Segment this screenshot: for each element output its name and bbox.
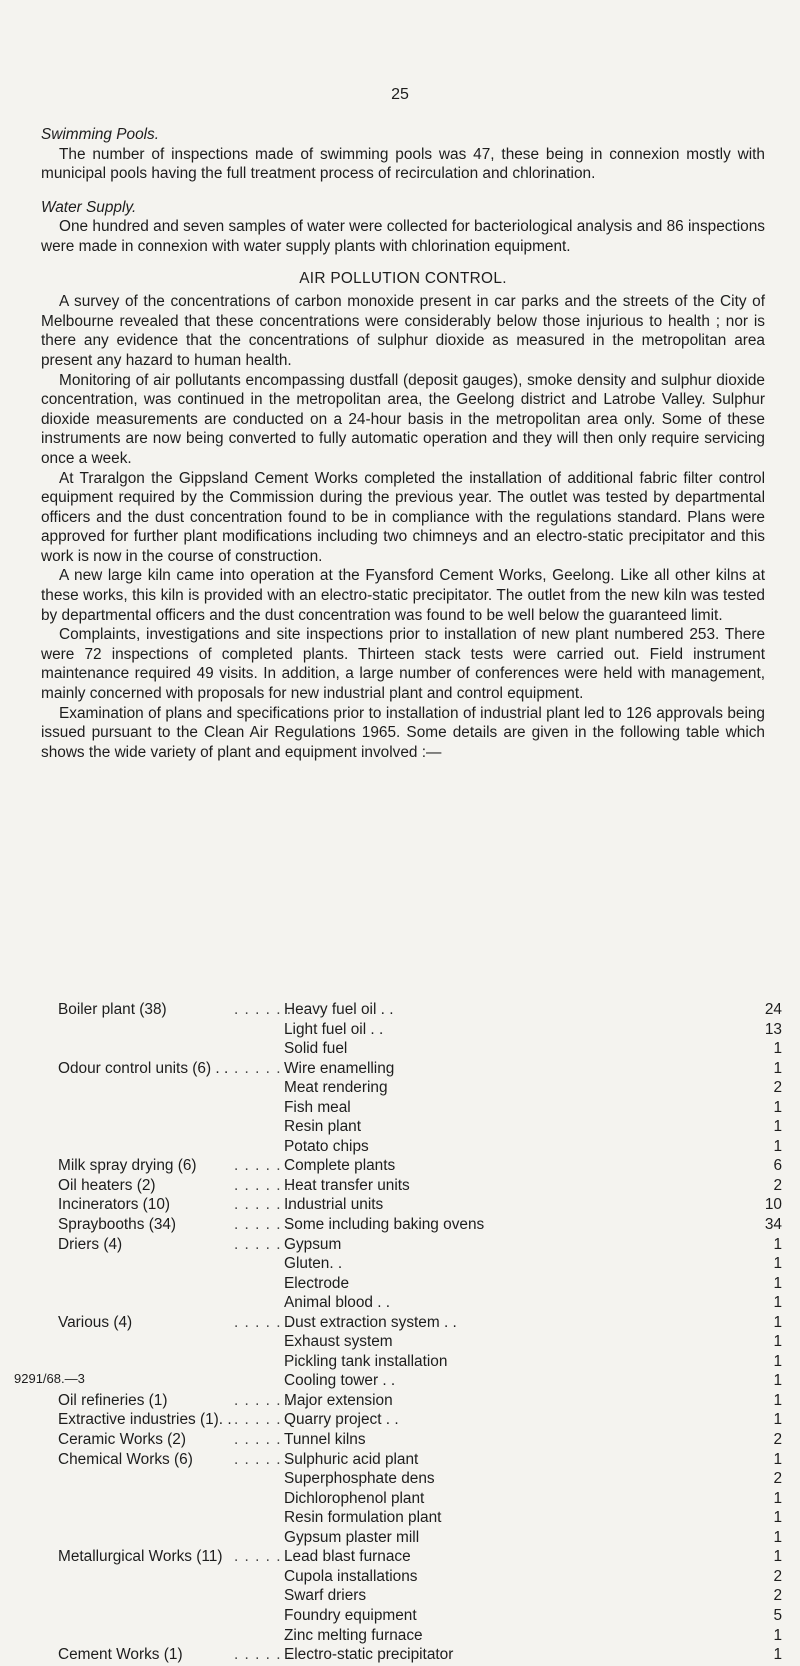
leader-dots: . . . . . . [234, 1196, 293, 1214]
table-row [58, 1060, 782, 1080]
approval-count: 1 [773, 1137, 782, 1155]
approval-count: 34 [764, 1216, 782, 1234]
table-row [58, 1587, 782, 1607]
table-row [58, 1001, 782, 1021]
air-paragraph: At Traralgon the Gippsland Cement Works completed the installation of additional fabric filter control equipment required by the Commission during the previous year. The outlet was tested by departmental officers and the dust concentration found to be in compliance with the regulations standard. Plans were approved for further plant modifications including two chimneys and an electro-static precipitator and this work is now in the course of construction. [41, 469, 765, 565]
plant-item: Gypsum plaster mill [284, 1528, 420, 1546]
water-supply-paragraph: One hundred and seven samples of water were collected for bacteriological analysis and 86 inspections were made in connexion with water supply plants with chlorination equipment. [41, 218, 765, 255]
table-row [58, 1568, 782, 1588]
leader-dots: . . . . . . [234, 1001, 293, 1018]
plant-item: Pickling tank installation [284, 1352, 448, 1370]
table-row [58, 1099, 782, 1119]
air-paragraph: Examination of plans and specifications prior to installation of industrial plant led to 126 approvals being issued pursuant to the Clean Air Regulations 1965. Some details are given in the following table which shows the wide variety of plant and equipment involved :— [41, 704, 765, 761]
approval-count: 1 [773, 1646, 782, 1664]
leader-dots: . . . . . . [234, 1059, 293, 1077]
air-paragraph: A new large kiln came into operation at the Fyansford Cement Works, Geelong. Like all other kilns at these works, this kiln is provided with an electro-static precipitator. The outlet from the new kiln was tested by departmental officers and the dust concentration was found to be well below the guaranteed limit. [41, 567, 765, 624]
plant-item: Some including baking ovens [284, 1216, 485, 1234]
plant-item: Gluten. . [284, 1255, 343, 1273]
body-text [41, 125, 765, 762]
plant-category: Odour control units (6) . . [58, 1059, 229, 1077]
approval-count: 1 [773, 1294, 782, 1312]
approval-count: 1 [773, 1528, 782, 1546]
air-paragraph: A survey of the concentrations of carbon monoxide present in car parks and the streets of the City of Melbourne revealed that these concentrations were considerably below those injurious to health ; nor is there any evidence that the concentrations of sulphur dioxide as measured in the metropolitan area present any hazard to human health. [41, 293, 765, 369]
approval-count: 1 [773, 1040, 782, 1058]
air-pollution-heading: AIR POLLUTION CONTROL. [299, 269, 507, 287]
plant-item: Meat rendering [284, 1079, 388, 1097]
table-row [58, 1627, 782, 1647]
plant-category: Driers (4) [58, 1235, 123, 1253]
plant-item: Solid fuel [284, 1040, 348, 1058]
plant-item: Exhaust system [284, 1333, 393, 1351]
table-row [58, 1157, 782, 1177]
leader-dots: . . . . . . [234, 1431, 293, 1449]
approval-count: 10 [764, 1196, 782, 1214]
plant-item: Major extension [284, 1391, 393, 1409]
leader-dots: . . . . . . [234, 1216, 293, 1234]
plant-item: Sulphuric acid plant [284, 1450, 419, 1468]
approval-count: 1 [773, 1352, 782, 1370]
plant-category: Oil refineries (1) [58, 1391, 168, 1409]
leader-dots: . . . . . . [234, 1548, 293, 1566]
plant-category: Incinerators (10) [58, 1196, 171, 1214]
plant-item: Quarry project . . [284, 1411, 399, 1429]
table-row [58, 1490, 782, 1510]
approval-count: 13 [764, 1020, 782, 1038]
table-row [58, 1333, 782, 1353]
table-row [58, 1607, 782, 1627]
table-row [58, 1470, 782, 1490]
plant-item: Potato chips [284, 1137, 369, 1155]
approval-count: 2 [773, 1587, 782, 1605]
table-row [58, 1196, 782, 1216]
table-row [58, 1509, 782, 1529]
table-row [58, 1040, 782, 1060]
plant-category: Boiler plant (38) [58, 1001, 167, 1018]
plant-item: Animal blood . . [284, 1294, 391, 1312]
footer-reference: 9291/68.—3 [14, 1371, 85, 1386]
leader-dots: . . . . . . [234, 1157, 293, 1175]
plant-item: Gypsum [284, 1235, 342, 1253]
plant-item: Superphosphate dens [284, 1470, 435, 1488]
plant-item: Electrode [284, 1274, 350, 1292]
approval-count: 1 [773, 1489, 782, 1507]
plant-category: Ceramic Works (2) [58, 1431, 186, 1449]
approval-count: 6 [773, 1157, 782, 1175]
plant-item: Dust extraction system . . [284, 1313, 457, 1331]
plant-item: Complete plants [284, 1157, 396, 1175]
air-paragraph: Monitoring of air pollutants encompassing dustfall (deposit gauges), smoke density and sulphur dioxide concentration, was continued in the metropolitan area, the Geelong district and Latrobe Valley. Sulphur dioxide measurements are conducted on a 24-hour basis in the metropolitan area only. Some of these instruments are now being converted to fully automatic operation and they will then only require servicing once a week. [41, 371, 765, 467]
plant-approvals-table [58, 1001, 782, 1666]
leader-dots: . . . . . . [234, 1235, 293, 1253]
table-row [58, 1353, 782, 1373]
table-row [58, 1177, 782, 1197]
plant-item: Cooling tower . . [284, 1372, 396, 1390]
table-row [58, 1216, 782, 1236]
leader-dots: . . . . . . [234, 1646, 293, 1664]
plant-item: Lead blast furnace [284, 1548, 411, 1566]
table-row [58, 1294, 782, 1314]
approval-count: 1 [773, 1372, 782, 1390]
plant-item: Dichlorophenol plant [284, 1489, 425, 1507]
approval-count: 1 [773, 1313, 782, 1331]
plant-item: Resin formulation plant [284, 1509, 442, 1527]
plant-item: Light fuel oil . . [284, 1020, 384, 1038]
approval-count: 2 [773, 1431, 782, 1449]
approval-count: 1 [773, 1255, 782, 1273]
approval-count: 1 [773, 1391, 782, 1409]
plant-category: Milk spray drying (6) [58, 1157, 197, 1175]
plant-category: Cement Works (1) [58, 1646, 183, 1664]
plant-item: Industrial units [284, 1196, 384, 1214]
table-row [58, 1529, 782, 1549]
table-row [58, 1118, 782, 1138]
plant-category: Chemical Works (6) [58, 1450, 193, 1468]
plant-category: Metallurgical Works (11) [58, 1548, 223, 1566]
table-row [58, 1079, 782, 1099]
plant-item: Tunnel kilns [284, 1431, 366, 1449]
table-row [58, 1646, 782, 1666]
table-row [58, 1275, 782, 1295]
plant-item: Zinc melting furnace [284, 1626, 423, 1644]
table-row [58, 1392, 782, 1412]
table-row [58, 1138, 782, 1158]
table-row [58, 1236, 782, 1256]
leader-dots: . . . . . . [234, 1313, 293, 1331]
water-supply-heading: Water Supply. [41, 198, 137, 216]
leader-dots: . . . . . . [234, 1411, 293, 1429]
table-row [58, 1314, 782, 1334]
table-row [58, 1411, 782, 1431]
swimming-pools-paragraph: The number of inspections made of swimming pools was 47, these being in connexion mostly with municipal pools having the full treatment process of recirculation and chlorination. [41, 145, 765, 183]
swimming-pools-heading: Swimming Pools. [41, 126, 160, 143]
plant-item: Electro-static precipitator [284, 1646, 454, 1664]
approval-count: 1 [773, 1098, 782, 1116]
approval-count: 1 [773, 1333, 782, 1351]
approval-count: 2 [773, 1176, 782, 1194]
plant-item: Wire enamelling [284, 1059, 395, 1077]
leader-dots: . . . . . . [234, 1391, 293, 1409]
plant-item: Foundry equipment [284, 1606, 417, 1624]
table-row [58, 1431, 782, 1451]
table-row [58, 1372, 782, 1392]
approval-count: 2 [773, 1567, 782, 1585]
plant-item: Heat transfer units [284, 1176, 410, 1194]
approval-count: 1 [773, 1450, 782, 1468]
table-row [58, 1451, 782, 1471]
plant-category: Various (4) [58, 1313, 133, 1331]
approval-count: 1 [773, 1235, 782, 1253]
table-row [58, 1255, 782, 1275]
leader-dots: . . . . . . [234, 1176, 293, 1194]
leader-dots: . . . . . . [234, 1450, 293, 1468]
approval-count: 2 [773, 1470, 782, 1488]
plant-category: Oil heaters (2) [58, 1176, 156, 1194]
plant-item: Cupola installations [284, 1567, 418, 1585]
table-row [58, 1021, 782, 1041]
approval-count: 2 [773, 1079, 782, 1097]
plant-item: Resin plant [284, 1118, 361, 1136]
approval-count: 5 [773, 1606, 782, 1624]
plant-category: Spraybooths (34) [58, 1216, 177, 1234]
approval-count: 1 [773, 1626, 782, 1644]
air-paragraph: Complaints, investigations and site inspections prior to installation of new plant numbered 253. There were 72 inspections of completed plants. Thirteen stack tests were carried out. Field instrument maintenance required 49 visits. In addition, a large number of conferences were held with management, mainly concerned with proposals for new industrial plant and control equipment. [41, 626, 765, 703]
approval-count: 24 [764, 1001, 782, 1018]
approval-count: 1 [773, 1274, 782, 1292]
plant-category: Extractive industries (1). . [58, 1411, 232, 1429]
approval-count: 1 [773, 1118, 782, 1136]
table-row [58, 1548, 782, 1568]
approval-count: 1 [773, 1509, 782, 1527]
page-number: 25 [391, 86, 409, 103]
plant-item: Heavy fuel oil . . [284, 1001, 394, 1018]
approval-count: 1 [773, 1411, 782, 1429]
approval-count: 1 [773, 1548, 782, 1566]
plant-item: Swarf driers [284, 1587, 367, 1605]
approval-count: 1 [773, 1059, 782, 1077]
plant-item: Fish meal [284, 1098, 351, 1116]
